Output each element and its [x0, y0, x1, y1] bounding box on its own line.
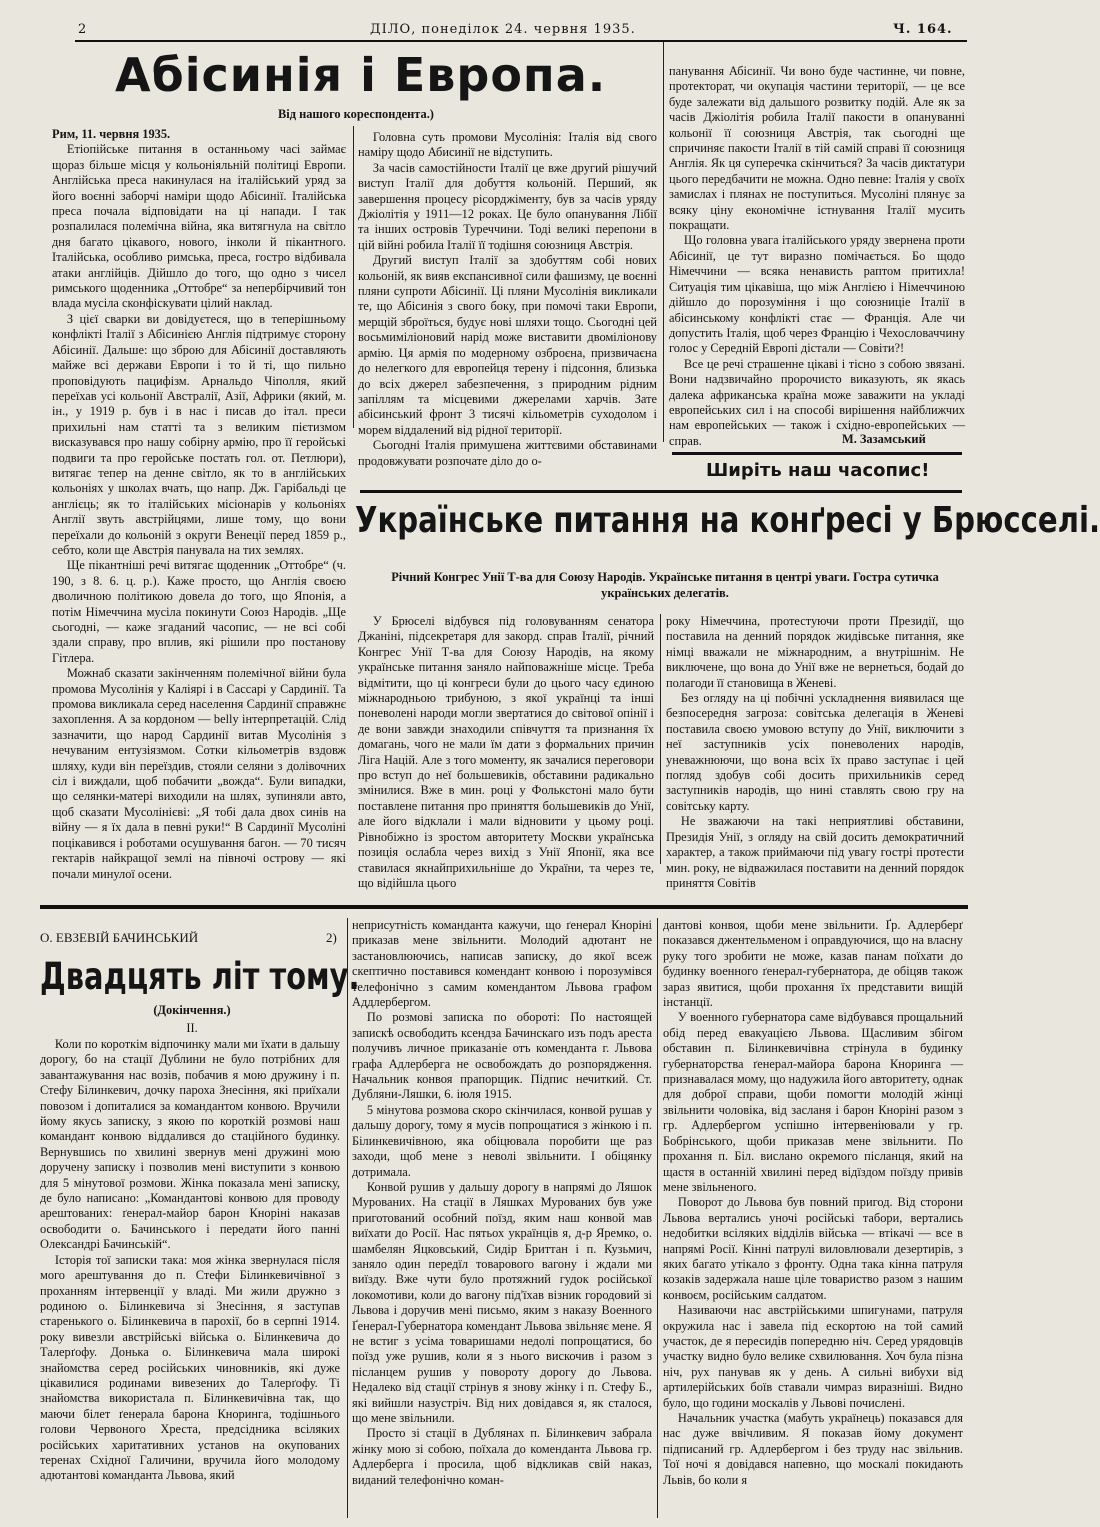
paragraph: За часів самостійности Італії це вже другий рішучий виступ Італії для добуття кольоній. Перший, як завершення процесу рісорджіменту, був за часів уряду Джіолітія у 1911—12 роках. Це було опанування Лібії та інших островів Туреччини. Тоді великі перепони в цій війні робила Італії її тодішня союзниця Австрія.	[358, 160, 657, 252]
col-divider	[657, 918, 658, 1518]
article1-column-2	[358, 130, 657, 482]
paragraph: дантові конвоя, щоби мене звільнити. Ґр. Адлерберґ показався джентельменом і оправдуючися, що на власну руку того зробити не може, казав панам поїхати до будинку военного ґенерал-губернатора, де обіцяв також зараз явитися, щоби прохання їх представити вищій інстанції.	[663, 918, 963, 1010]
paragraph: 5 мінутова розмова скоро скінчилася, конвой рушав у дальшу дорогу, тому я мусів попрощатися з жінкою і п. Білинкевичівною, яка обіцювала поробити ще раз заходи, щоб мене з неволі звільнити. І обіцянку дотримала.	[352, 1102, 652, 1179]
paragraph: Етіопійське питання в останньому часі займає щораз більше місця у кольоніяльній політиці Европи. Англійська преса накинулася на італійський уряд за його воєнні заборчі наміри щодо Абісинії. Італійська преса почала відповідати на ці напади. І так розпалилася полемічна війна, яка витягнула на світло дня багато цікавого, нового, інколи й пікантного. Італійська, особливо римська, преса, гостро відбивала атаки англійців. Дійшло до того, що одно з чисел римського щоденника „Оттобре“ за непербірчивий тон влада мусіла сконфіскувати цілий наклад.	[52, 142, 346, 311]
article3-subtitle: (Докінчення.)	[153, 1003, 231, 1017]
paragraph: У военного губернатора саме відбувався прощальний обід перед евакуацією Львова. Щасливим збігом обставин п. Білинкевичівна стрінула в будинку губернаторства ґенерал-майора барона Кноринга — признавалася мому, що надужила його авторитету, однак для доброї справи, щоби помогти молодій жінці звільнити чоловіка, від засланя і барон Кноріні разом з гр. Адлербергом успішно інтервеніювали у гр. Бобрінського, щоби приказав мене звільнити. По прохання п. Біл. вислано окремого післанця, який на щастя в останній хвилині перед відїздом поїзду привів мене звільненого.	[663, 1010, 963, 1194]
article1-signature: М. Зазамський	[842, 432, 926, 446]
paragraph: Що головна увага італійського уряду звернена проти Абісинії, це тут виразно помічається. Бо щодо Німеччини — всяка ненависть раптом притихла! Ситуація тим цікавіша, що між Англією і Німеччиною дійшло до порозуміння і що союзниціе Італії в абісинському конфлікті стає — Франція. Але чи допустить Італія, щоб через Францію і Чехословаччину голос у Середній Европі дістали — Совіти?!	[669, 233, 965, 356]
article3-column-1	[40, 1037, 340, 1515]
paragraph: Другий виступ Італії за здобуттям собі нових кольоній, як вияв експансивної сили фашизму, це воєнні пляни супроти Абісинії. Ці пляни Мусолінія викликали те, що Абісинія з свого боку, при помочі таки Европи, мерщій зброїться, будує нові шляхи тощо. Сьогодні цей восьмиміліоновий нарід може виставити двоміліонову армію. Ця армія по модерному озброєна, призвичаєна до нелегкого для европейця терену і підсоння, близька до всіх джерел забезпечення, з природним рідним запіллям та місцевими джерелами харчів. Зате абісинський фронт 3 тисячі кільометрів суходолом і морем віддалений від рідної території.	[358, 253, 657, 437]
paragraph: Ще пікантніші речі витягає щоденник „Оттобре“ (ч. 190, з 8. 6. ц. р.). Каже просто, що Англія своєю дволичною політикою довела до того, що Японія, а потім Німеччина мусіла покинути Союз Народів. „Ще сьогодні, — каже згаданий часопис, — не всі собі здали справу, про вплив, які рішили про постанову Гітлера.	[52, 558, 346, 665]
article1-dateline: Рим, 11. червня 1935.	[52, 127, 171, 141]
article3-title: Двадцять літ тому.	[40, 955, 360, 998]
col-divider	[347, 918, 348, 1518]
paragraph: року Німеччина, протестуючи проти Президії, що поставила на денний порядок жидівське питання, яке німці вважали не міжнародним, а внутрішнім. Не виключене, що вона до Унії вже не вернеться, бодай до полагоди її становища в Женеві.	[666, 614, 964, 690]
article3-column-2	[352, 918, 652, 1515]
paragraph: Історія тої записки така: моя жінка звернулася після мого арештування до п. Стефи Білинкевичівної з проханням інтервенції у владі. Ми жили дружно з родиною о. Білинкевича зі Знесіння, я заступав старенького о. Білинкевича в парохії, бо в серпні 1914. року вивезли австрійські війська о. Білинкевича до Талерґофу. Донька о. Білинкевича мала широкі знайомства серед російських чиновників, які дуже цікавилися родинами вивезених до Талерґофу. Ті знайомства використала п. Білинкевичівна так, що маючи білет ґенерала барона Кноринга, тодішнього голови Червоного Хреста, предсідника всіляких російських харитативних установ на окупованих теренах Східної Галичини, вручила його молодому адютантові команданта Львова, який	[40, 1252, 340, 1483]
col-divider	[660, 614, 661, 864]
promo-rule-top	[672, 452, 962, 455]
paragraph: Начальник участка (мабуть українець) показався для нас дуже ввічливим. Я показав йому документ підписаний гр. Адлербергом і без труду нас звільнив. Тої ночі я довідався напевно, що москалі покидають Львів, бо коли я	[663, 1411, 963, 1487]
paragraph: По розмові записка по обороті: По настоящей запискѣ освободить ксендза Бачинскаго изъ подъ ареста получивъ личное приказаніе отъ коменданта г. Львова графа Адлерберга не освобождать до розпорядження. Начальник конвоя прапорщик. Підпис нечиткий. Ст. Дубляни-Ляшки, 6. іюля 1915.	[352, 1010, 652, 1102]
article3-column-3	[663, 918, 963, 1515]
paragraph: Називаючи нас австрійськими шпигунами, патруля окружила нас і завела під ескортою на той самий участок, де я пересидів попередню ніч. Серед урядовців участку видно було велике схвилювання. Хоч була пізна ніч, рух панував як у день. А сильні вибухи від артилерійських боїв ставали чимраз виразніші. Видно було, що години москалів у Львові почислені.	[663, 1303, 963, 1410]
paragraph: Не зважаючи на такі неприятливі обставини, Президія Унії, з огляду на свій досить демократичний характер, а також приймаючи під увагу гострі протести мин. року, не відважилася поставити на денний порядок приняття Совітів	[666, 814, 964, 890]
article1-byline: Від нашого кореспондента.)	[278, 107, 434, 121]
paragraph: Просто зі стації в Дублянах п. Білинкевич забрала жінку мою зі собою, поїхала до коменданта Львова гр. Адлерберга і просила, щоб відкликав свій наказ, виданий телефонічно коман-	[352, 1426, 652, 1487]
paragraph: У Брюселі відбувся під головуванням сенатора Джаніні, підсекретаря для закорд. справ Італії, річний Конгрес Унії Т-ва для Союзу Народів, на якому українське питання заняло найповажніше місце. Треба відмітити, що ці конгреси були до цього часу єдиною міжнародньою трибуною, з якої українці та інші поневолені народи могли звертатися до світової опінії і де вони завжди знаходили співчуття та признання їх домагань, чого не мали їм дати з формальних причин Ліга Націй. Але з того моменту, як зачалися переговори про вступ до неї большевиків, обставини радикально змінилися. Вже в мин. році у Фолькстоні мало бути поставлене питання про приняття большевиків до Унії, але його відклали і мали відновити у цьому році. Рівнобіжно із зростом авторитету Москви українська позиція ослабла через вихід з Унії Японії, яка все ставилася якнайприхильніше до України, та через те, що відійшла цього	[358, 614, 654, 890]
paragraph: неприсутність команданта кажучи, що ґенерал Кноріні приказав мене звільнити. Молодий адютант не застановлюючись, написав записку, до якої всеж скептично поставився комендант конвою і порозумівся телефонічно з самим комендантом Львова графом Аддлербергом.	[352, 918, 652, 1010]
paragraph: Головна суть промови Мусолінія: Італія від свого наміру щодо Абисинії не відступить.	[358, 130, 657, 160]
article2-column-2	[666, 614, 964, 890]
paragraph: Поворот до Львова був повний пригод. Від сторони Львова вертались уночі російські табори, вертались недобитки всіляких відділів війська — втікачі — все в напрямі Росії. Кінні патрулі виловлювали дезертирів, з яких багато утікало з фронту. Одна така кінна патруля козаків задержала наше ціле товариство разом з нашим конвоєм, російським салдатом.	[663, 1195, 963, 1302]
promo-rule-bottom	[360, 490, 962, 493]
issue-number: Ч. 164.	[893, 22, 953, 37]
paragraph: Коли по короткім відпочинку мали ми їхати в дальшу дорогу, бо на стації Дублини не було потрібних для завантажування нас возів, побачив я мою дружину і п. Стефу Білинкевич, дочку пароха Знесіння, які приїхали повозом і допиталися за командантом конвою. Вручили йому якусь записку, з якою по короткій розмові наш командант конвою віддалився до стаційного будинку. Вернувшись по хвилині звернув мені дружині мою доручену записку і позволив мені виступити з конвою для 5 мінутової розмови. Жінка показала мені записку, де було написано: „Командантові конвою для проводу арештованих: ґенерал-майор барон Кноріні наказав освободити о. Бачинського і передати його панні Олександрі Бачинській“.	[40, 1037, 340, 1252]
promo-text: Ширіть наш часопис!	[706, 460, 930, 481]
masthead	[0, 20, 1000, 42]
paragraph: З цієї сварки ви довідуєтеся, що в теперішньому конфлікті Італії з Абісинією Англія підтримує сторону Абісинії. Дальше: що зброю для Абісинії доставляють майже всі держави Европи і то й ті, що пильно проповідують пацифізм. Арнальдо Чіполля, який переїхав усі кольонії Австралії, Азії, Африки (який, м. ін., у 1919 р. був і в нас і писав до італ. преси прихильні нам статті та з великим пієтизмом висказувався про нашу собірну армію, про її геройські подвиги та про геройське постать гол. от. Петлюри), витягає тепер на денне світло, як то в англійських кольоніях у школах вчать, що напр. Дж. Гарібальді це англієць; як то італійських місіонарів у кольоніях Англії звуть австрійцями, лише тому, що вони переїхали до кольоній з округи Венеції перед 1859 р., себто, коли ще Австрія панувала на тих землях.	[52, 311, 346, 557]
paragraph: панування Абісинії. Чи воно буде частинне, чи повне, протекторат, чи окупація частини території, — це все буде залежати від дальшого розвитку подій. Але як за часів Джіолітія робила Італії пакости в опануванні кольонії її союзниця Австрія, так сьогодні ще спричиняє пакости Італії в тій самій справі її союзниця Англія. Як ця суперечка скінчиться? За часів диктатури цього передбачити не можна. Одно певне: Італія у своїх замислах і плянах не поступиться. Мусоліні плянує за всяку ціну економічне істнування Італії мусить покращати.	[669, 64, 965, 233]
col-divider	[353, 126, 354, 428]
section-rule	[40, 905, 968, 909]
article2-subtitle: Річний Конгрес Унії Т-ва для Союзу Народів. Українське питання в центрі уваги. Гостра сутичка українських делегатів.	[391, 570, 939, 600]
paragraph: Можнаб сказати закінченням полемічної війни була промова Мусолінія у Каліярі і в Сассарі у Сардинії. Та промова викликала серед населення Сардинії справжнє захоплення. А за кордоном — belly інтерпретацій. Слід зазначити, що народ Сардинії витав Мусолінія з нечуваним ентузіязмом. Сотки кільометрів вздовж шляху, куди він переїздив, стояли селяни з долівочних сіл і виждали, щоб побачити „вожда“. Були випадки, що селянки-матері виходили на шлях, зупиняли авто, щоб сказати Мусолінієві: „Я тобі дала двох синів на війну — я їх дала в певні руки!“ В Сардинії Мусоліні поцікавився і роботами осушування багон. — 70 тисяч гектарів найкращої землі на півночі острову — які почали минулої осени.	[52, 666, 346, 881]
paragraph: Все це речі страшенне цікаві і тісно з собою звязані. Вони надзвичайно пророчисто виказують, як якась далека африканська країна може заважити на укладі европейських сил і на способі вирішення найближчих нам европейських — також і східно-европейських — справ.	[669, 356, 965, 448]
paragraph: Конвой рушив у дальшу дорогу в напрямі до Ляшок Мурованих. На стації в Ляшках Мурованих був уже приготований особний поїзд, яким наш конвой мав виїхати до Росії. Нас пятьох українців я, д-р Яремко, о. шамбелян Яцковський, Сидір Бриттан і п. Кузьмич, заняло один передїл товарового вагону і ждали ми виїзду. Вже чути було протяжний гудок російської локомотиви, коли до вагону під'їхав візник городовий зі Львова і доручив мені письмо, яким з наказу Военного Ґенерал-Губернатора комендант Львова звільняє мене. Я не встиг з усіма товаришами недолі попрощатися, бо поїзд уже рушив, коли я з нього вискочив і разом з післанцем рушив у повороту дорогу до Львова. Недалеко від стації стрінув я знову жінку і п. Стефу Б., які вийшли назустріч. Від них довідався я, як сталося, що мене звільнили.	[352, 1179, 652, 1425]
masthead-rule	[75, 40, 967, 42]
article3-section: II.	[186, 1021, 198, 1035]
paragraph: Без огляду на ці побічні ускладнення виявилася ще безпосередня загроза: совітська делегація в Женеві поставила своєю умовою вступу до Унії, виключити з неї заступників усіх поневолених народів, уневажнюючи, що вона всіх їх право заступає і цей погляд здобув собі досить прихильників серед заступників народів, що нині ставлять свою гру на совітську карту.	[666, 691, 964, 813]
paragraph: Сьогодні Італія примушена життєвими обставинами продовжувати розпочате діло до о-	[358, 438, 657, 468]
col-divider	[663, 42, 664, 442]
article3-author: О. ЕВЗЕВІЙ БАЧИНСЬКИЙ	[40, 930, 199, 945]
article2-column-1	[358, 614, 654, 890]
article1-column-1	[52, 127, 346, 889]
masthead-center: ДІЛО, понеділок 24. червня 1935.	[370, 22, 636, 37]
article3-number: 2)	[326, 930, 337, 945]
article2-title: Українське питання на конґресі у Брюсселі.	[355, 500, 1100, 541]
page-number: 2	[78, 22, 88, 37]
article1-title: Абісинія і Европа.	[115, 48, 607, 102]
